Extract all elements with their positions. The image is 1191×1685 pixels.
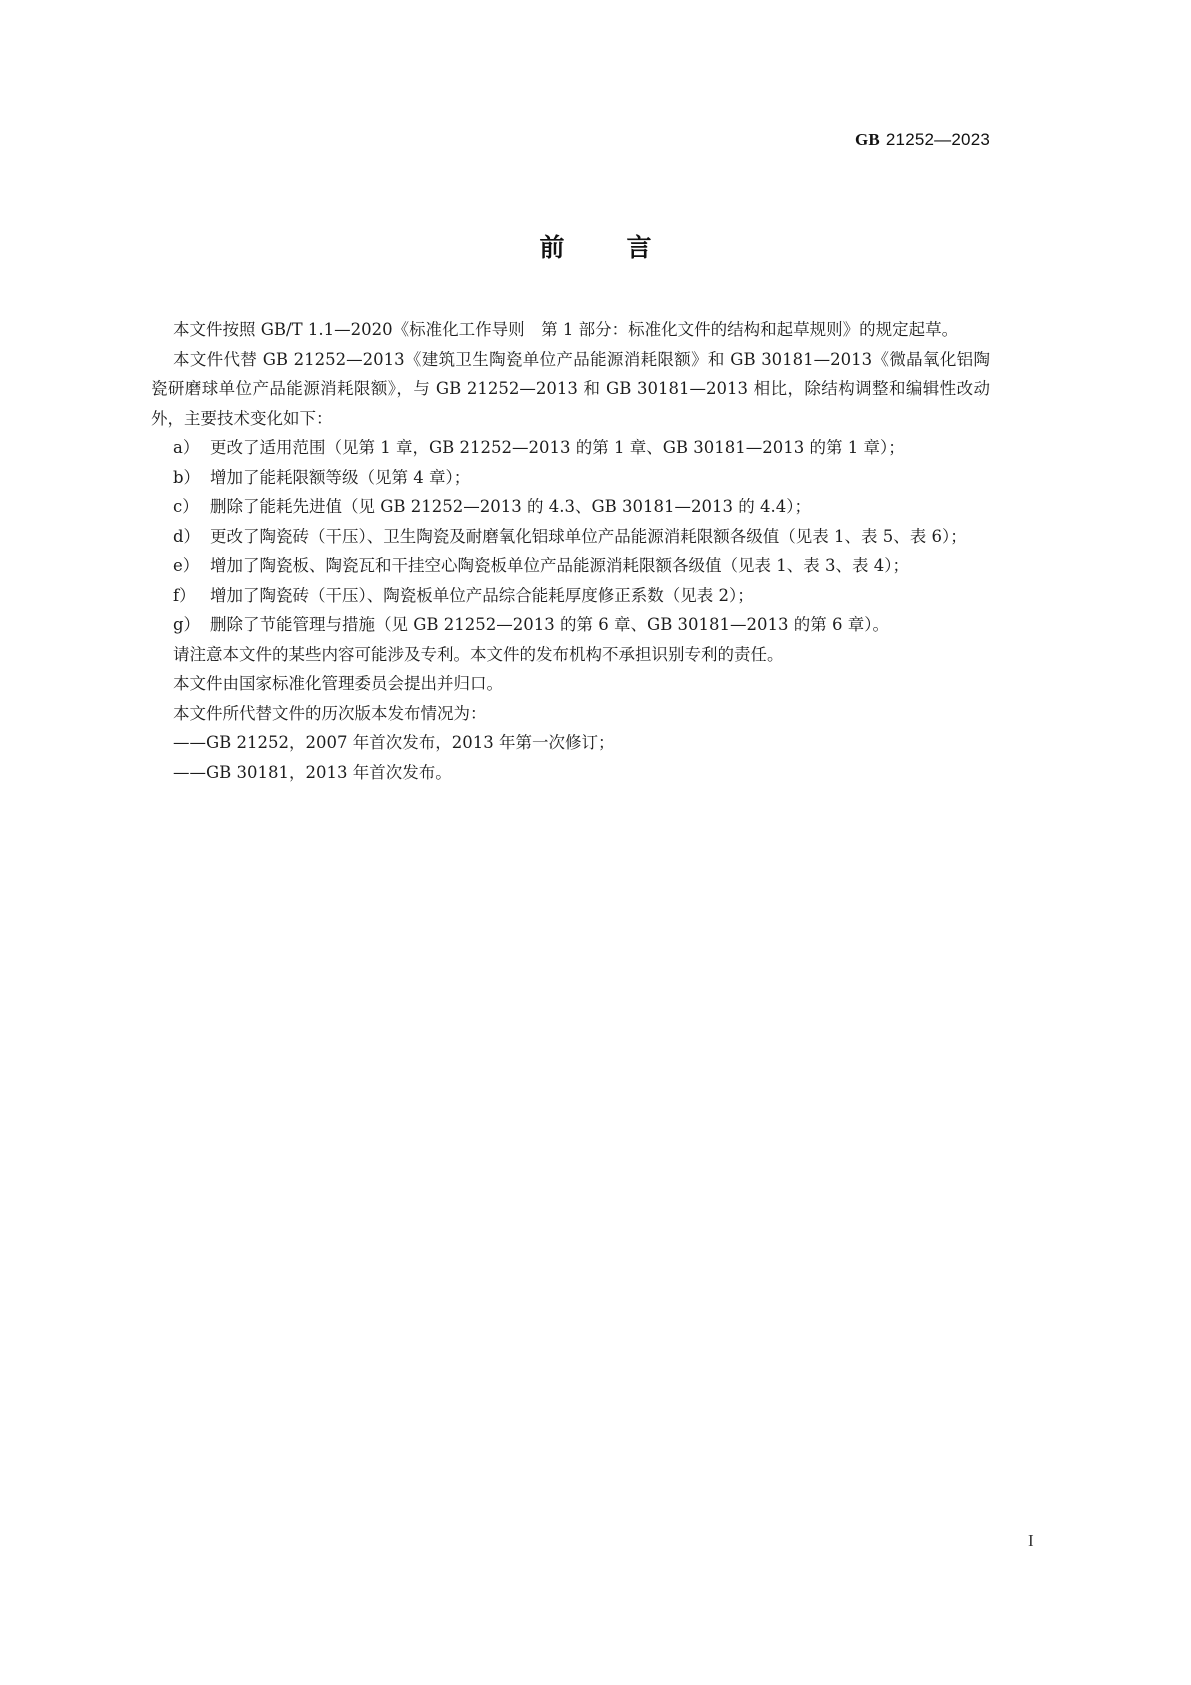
list-text: 增加了能耗限额等级（见第 4 章）； [210, 467, 471, 487]
replacement-paragraph: 本文件代替 GB 21252—2013《建筑卫生陶瓷单位产品能源消耗限额》和 GB 30181—2013《微晶氧化铝陶瓷研磨球单位产品能源消耗限额》，与 GB 21252—2013 和 GB 30181—2013 相比，除结构调整和编辑性改动外，主要技术变化如下： [151, 349, 990, 428]
list-item [151, 522, 990, 552]
list-marker: g） [173, 615, 201, 634]
standard-prefix: GB [854, 130, 880, 149]
list-marker: b） [173, 467, 201, 487]
list-text: 增加了陶瓷砖（干压）、陶瓷板单位产品综合能耗厚度修正系数（见表 2）； [210, 585, 754, 605]
history-item: ——GB 21252，2007 年首次发布，2013 年第一次修订； [173, 733, 615, 752]
list-text: 更改了陶瓷砖（干压）、卫生陶瓷及耐磨氧化铝球单位产品能源消耗限额各级值（见表 1、表 5、表 6）； [210, 526, 967, 546]
standard-code-header [855, 130, 990, 150]
list-text: 删除了节能管理与措施（见 GB 21252—2013 的第 6 章、GB 30181—2013 的第 6 章）。 [210, 615, 890, 634]
page-number: I [1028, 1531, 1034, 1550]
title-char-2: 言 [626, 233, 652, 262]
list-marker: d） [173, 526, 201, 546]
list-item [151, 551, 990, 581]
standard-number: 21252—2023 [885, 130, 990, 149]
list-marker: c） [173, 497, 199, 516]
list-text: 增加了陶瓷板、陶瓷瓦和干挂空心陶瓷板单位产品能源消耗限额各级值（见表 1、表 3、表 4）； [210, 556, 909, 575]
proposer-statement: 本文件由国家标准化管理委员会提出并归口。 [173, 674, 503, 693]
foreword-body [151, 315, 990, 787]
page-title [0, 228, 1191, 264]
list-item [151, 610, 990, 640]
list-marker: e） [173, 556, 200, 575]
list-text: 更改了适用范围（见第 1 章，GB 21252—2013 的第 1 章、GB 30181—2013 的第 1 章）； [210, 438, 905, 457]
list-text: 删除了能耗先进值（见 GB 21252—2013 的 4.3、GB 30181—2013 的 4.4）； [210, 497, 812, 516]
list-marker: f） [173, 585, 196, 605]
list-item [151, 581, 990, 611]
drafting-basis-paragraph: 本文件按照 GB/T 1.1—2020《标准化工作导则 第 1 部分：标准化文件的结构和起草规则》的规定起草。 [173, 320, 959, 339]
list-marker: a） [173, 438, 200, 457]
patent-notice: 请注意本文件的某些内容可能涉及专利。本文件的发布机构不承担识别专利的责任。 [173, 644, 784, 664]
list-item [151, 463, 990, 493]
list-item [151, 492, 990, 522]
history-item: ——GB 30181，2013 年首次发布。 [173, 762, 452, 782]
list-item [151, 433, 990, 463]
technical-changes-list [151, 433, 990, 640]
title-char-1: 前 [539, 233, 565, 262]
history-intro: 本文件所代替文件的历次版本发布情况为： [173, 703, 487, 723]
